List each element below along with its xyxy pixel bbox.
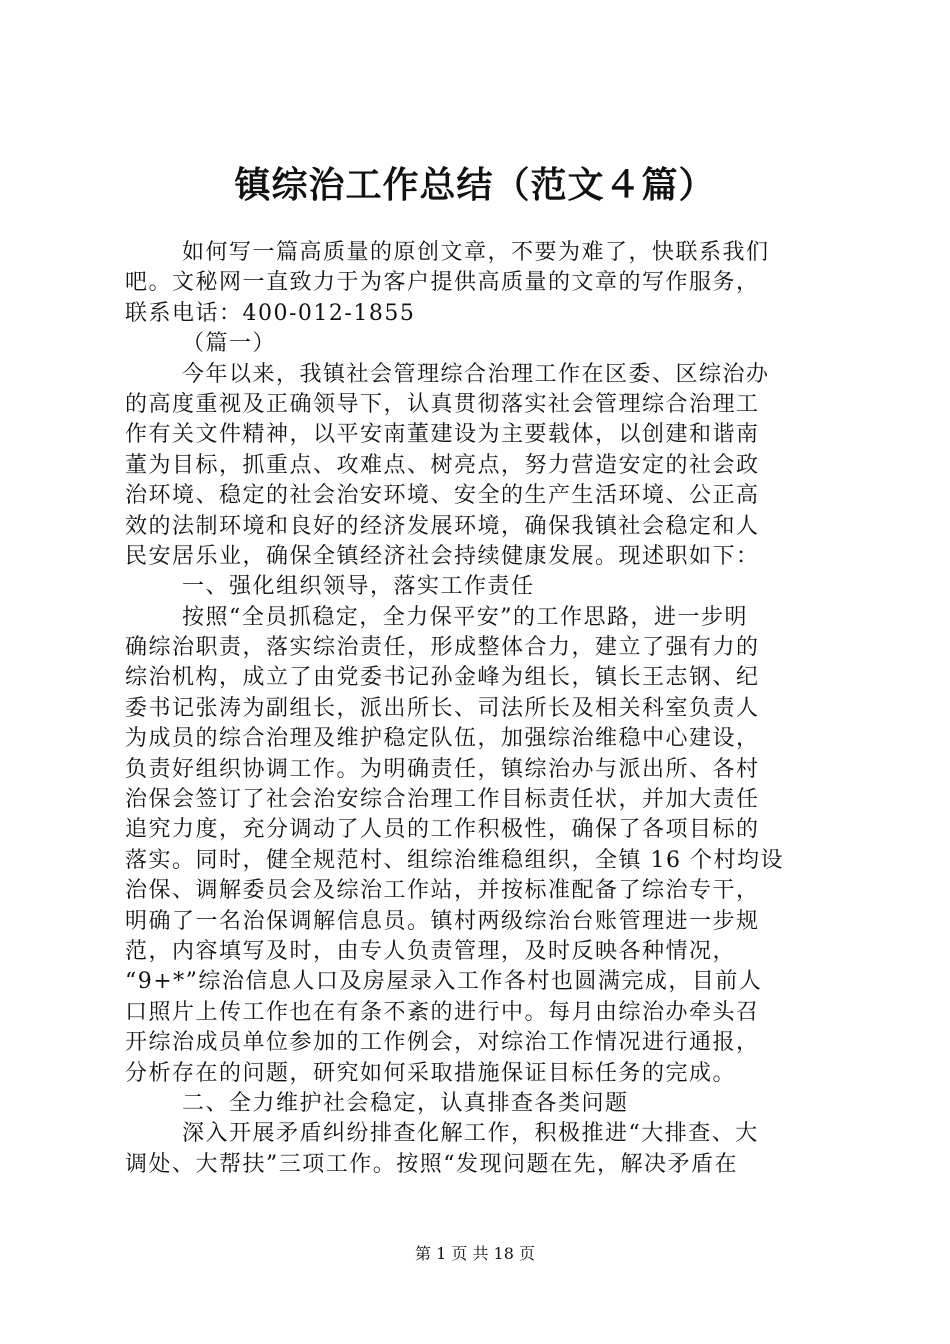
paragraph-line: 民安居乐业，确保全镇经济社会持续健康发展。现述职如下： <box>125 543 760 569</box>
paragraph-line: 追究力度，充分调动了人员的工作积极性，确保了各项目标的 <box>125 817 760 843</box>
paragraph-line: 明确了一名治保调解信息员。镇村两级综治台账管理进一步规 <box>125 908 760 934</box>
paragraph-line: 联系电话：400-012-1855 <box>125 300 416 326</box>
document-body <box>125 238 835 1180</box>
paragraph-line: 落实。同时，健全规范村、组综治维稳组织，全镇 16 个村均设 <box>125 847 784 873</box>
paragraph-line: 口照片上传工作也在有条不紊的进行中。每月由综治办牵头召 <box>125 999 760 1025</box>
paragraph-line: 深入开展矛盾纠纷排查化解工作，积极推进“大排查、大 <box>182 1121 759 1147</box>
paragraph-line: 作有关文件精神，以平安南董建设为主要载体，以创建和谐南 <box>125 422 760 448</box>
paragraph-line: 治环境、稳定的社会治安环境、安全的生产生活环境、公正高 <box>125 483 760 509</box>
paragraph-line: 开综治成员单位参加的工作例会，对综治工作情况进行通报， <box>125 1030 760 1056</box>
paragraph-line: 如何写一篇高质量的原创文章，不要为难了，快联系我们 <box>182 240 770 265</box>
section-heading: 一、强化组织领导，落实工作责任 <box>182 574 535 600</box>
paragraph-line: 综治机构，成立了由党委书记孙金峰为组长，镇长王志钢、纪 <box>125 665 760 691</box>
document-title: 镇综治工作总结（范文４篇） <box>234 164 716 206</box>
section-label: （篇一） <box>182 331 277 357</box>
paragraph-line: 今年以来，我镇社会管理综合治理工作在区委、区综治办 <box>182 361 770 387</box>
paragraph-line: 调处、大帮扶”三项工作。按照“发现问题在先，解决矛盾在 <box>125 1151 738 1177</box>
page-footer: 第 1 页 共 18 页 <box>415 1244 535 1263</box>
paragraph-line: 董为目标，抓重点、攻难点、树亮点，努力营造安定的社会政 <box>125 452 760 478</box>
paragraph-line: 委书记张涛为副组长，派出所长、司法所长及相关科室负责人 <box>125 695 760 721</box>
paragraph-line: 治保、调解委员会及综治工作站，并按标准配备了综治专干， <box>125 878 760 904</box>
paragraph-line: 的高度重视及正确领导下，认真贯彻落实社会管理综合治理工 <box>125 391 760 417</box>
paragraph-line: 确综治职责，落实综治责任，形成整体合力，建立了强有力的 <box>125 635 760 661</box>
paragraph-line: “9+*”综治信息人口及房屋录入工作各村也圆满完成，目前人 <box>125 969 763 995</box>
section-heading: 二、全力维护社会稳定，认真排查各类问题 <box>182 1090 629 1116</box>
paragraph-line: 效的法制环境和良好的经济发展环境，确保我镇社会稳定和人 <box>125 513 760 539</box>
paragraph-line: 分析存在的问题，研究如何采取措施保证目标任务的完成。 <box>125 1060 737 1086</box>
paragraph-line: 为成员的综合治理及维护稳定队伍，加强综治维稳中心建设， <box>125 726 760 752</box>
paragraph-line: 负责好组织协调工作。为明确责任，镇综治办与派出所、各村 <box>125 756 760 782</box>
paragraph-line: 治保会签订了社会治安综合治理工作目标责任状，并加大责任 <box>125 787 760 813</box>
paragraph-line: 范，内容填写及时，由专人负责管理，及时反映各种情况， <box>125 938 737 964</box>
paragraph-line: 按照“全员抓稳定，全力保平安”的工作思路，进一步明 <box>182 604 748 630</box>
paragraph-line: 吧。文秘网一直致力于为客户提供高质量的文章的写作服务， <box>125 270 760 296</box>
